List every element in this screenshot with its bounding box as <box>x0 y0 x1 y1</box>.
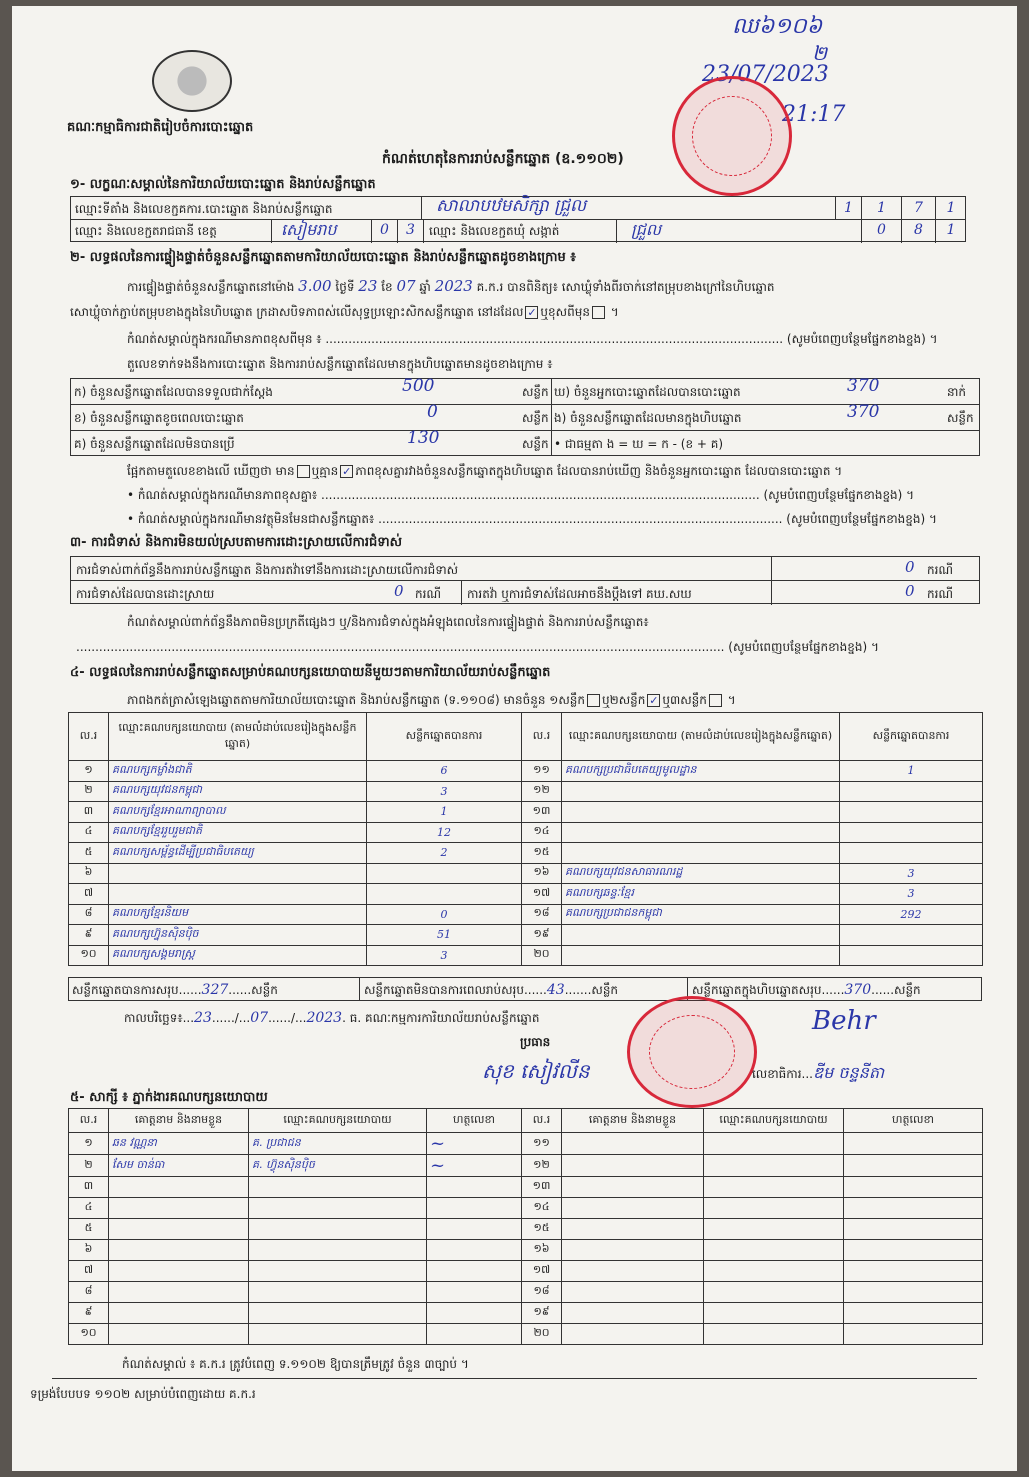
unit-sheet: សន្លឹក <box>522 385 549 399</box>
row-number: ១១ <box>522 761 562 782</box>
unit-sheet: សន្លឹក <box>522 437 549 451</box>
witness-name <box>562 1219 704 1240</box>
chair-name: សុខ សៀវលីន <box>482 1059 590 1083</box>
commune-code-digit: 1 <box>935 219 966 243</box>
irregularities-note: កំណត់សម្គាល់ពាក់ព័ន្ធនឹងភាពមិនប្រក្រតីផ្សេងៗ ឬ/និងការជំទាស់ក្នុងអំឡុងពេលនៃការផ្ទៀងផ្ទាត់ និងការរាប់សន្លឹកឆ្នោត៖ <box>127 615 649 629</box>
unit-sheet: សន្លឹក <box>522 411 549 425</box>
party-name: គណបក្សហ្វ៊ុនស៊ិនប៉ិច <box>109 925 367 946</box>
party-votes: 292 <box>840 904 983 925</box>
witness-party <box>704 1240 844 1261</box>
form-footer: ទម្រង់បែបបទ ១១០២ សម្រាប់បំពេញដោយ គ.ក.រ <box>30 1387 256 1401</box>
row-number: ១៧ <box>522 884 562 905</box>
party-votes <box>840 781 983 802</box>
station-name-value: សាលាបឋមសិក្សា ជ្រួល <box>436 196 587 216</box>
col-header-no: ល.រ <box>522 713 562 761</box>
party-name <box>562 843 840 864</box>
witness-name <box>562 1240 704 1261</box>
table-row <box>69 925 983 946</box>
table-row <box>69 1324 983 1345</box>
party-name: គណបក្សប្រជាជនកម្ពុជា <box>562 904 840 925</box>
form-title: កំណត់ហេតុនៃការរាប់សន្លឹកឆ្នោត (ឧ.១១០២) <box>382 151 624 167</box>
table-row <box>69 1177 983 1198</box>
party-votes: 3 <box>840 863 983 884</box>
page-number: ២ <box>812 41 828 65</box>
witness-party <box>704 1261 844 1282</box>
complaints-label: ការជំទាស់ពាក់ព័ន្ធនឹងការរាប់សន្លឹកឆ្នោត និងការតវ៉ាទៅនឹងការដោះស្រាយលើការជំទាស់ <box>76 563 459 577</box>
resolved-label: ការជំទាស់ដែលបានដោះស្រាយ <box>76 587 215 601</box>
voters-label: ឃ) ចំនួនអ្នកបោះឆ្នោតដែលបានបោះឆ្នោត <box>554 385 741 399</box>
party-votes <box>367 863 522 884</box>
has-discrepancy-checkbox[interactable] <box>297 465 310 478</box>
witness-signature <box>427 1240 522 1261</box>
row-number: ២០ <box>522 1324 562 1345</box>
witness-party <box>704 1198 844 1219</box>
party-name <box>562 925 840 946</box>
witness-party <box>249 1282 427 1303</box>
irregularities-fill: .......................................................................................................................................................................... (សូមបំពេញបន្ថែមផ្នែកខាងខ្នង) ។ <box>76 640 879 654</box>
witness-party <box>704 1303 844 1324</box>
witness-party <box>249 1303 427 1324</box>
ballots-in-box-value: 370 <box>847 402 880 422</box>
witness-signature <box>844 1133 983 1155</box>
official-stamp-bottom <box>627 996 757 1108</box>
unit-case: ករណី <box>927 563 954 577</box>
verify-month: 07 <box>396 277 416 295</box>
party-votes: 1 <box>840 761 983 782</box>
party-votes: 12 <box>367 822 522 843</box>
same-checkbox[interactable]: ✓ <box>527 306 537 319</box>
spoiled-label: ខ) ចំនួនសន្លឹកឆ្នោតខូចពេលបោះឆ្នោត <box>74 411 244 425</box>
province-code-digit: 0 <box>371 219 397 243</box>
date-line: កាលបរិច្ឆេទ៖...23....../...07....../...2023. ធ. គណៈកម្មការការិយាល័យរាប់សន្លឹកឆ្នោត <box>124 1010 540 1026</box>
witness-name <box>109 1177 249 1198</box>
witness-signature <box>844 1324 983 1345</box>
verify-day: 23 <box>358 277 378 295</box>
row-number: ១៦ <box>522 863 562 884</box>
total-invalid: សន្លឹកឆ្នោតមិនបានការពេលរាប់សរុប......43.......សន្លឹក <box>364 982 619 998</box>
witness-table <box>68 1108 983 1345</box>
table-row <box>69 884 983 905</box>
province-code-digit: 3 <box>397 219 423 243</box>
party-name: គណបក្សយុវជនសាធារណរដ្ឋ <box>562 863 840 884</box>
signature-icon: ~ <box>427 1133 522 1155</box>
row-number: ១០ <box>69 1324 109 1345</box>
official-stamp-top <box>672 76 792 196</box>
witness-party <box>704 1177 844 1198</box>
party-votes <box>840 802 983 823</box>
witness-name: ឆន វណ្ណនា <box>109 1133 249 1155</box>
votes-table <box>68 712 983 966</box>
commune-code-digit: 8 <box>901 219 935 243</box>
witness-signature <box>844 1282 983 1303</box>
verify-line-1: ការផ្ទៀងផ្ទាត់ចំនួនសន្លឹកឆ្នោតនៅម៉ោង 3.00 ថ្ងៃទី 23 ខែ 07 ឆ្នាំ 2023 គ.ក.រ បានពិនិត្យ៖ សោឃ្លុំទាំងពីរចាក់នៅតម្រុបខាងក្រៅនៃហិបឆ្នោត <box>127 277 775 295</box>
row-number: ១ <box>69 761 109 782</box>
signature-icon: ~ <box>427 1155 522 1177</box>
table-row <box>69 945 983 966</box>
witness-party <box>249 1261 427 1282</box>
station-code-digit: 1 <box>835 197 861 219</box>
witness-name <box>109 1303 249 1324</box>
commune-label: ឈ្មោះ និងលេខក្ជតឃុំ សង្កាត់ <box>429 224 560 238</box>
witness-name <box>109 1282 249 1303</box>
row-number: ២០ <box>522 945 562 966</box>
witness-party <box>249 1219 427 1240</box>
footnote: កំណត់សម្គាល់ ៖ គ.ក.រ ត្រូវបំពេញ ទ.១១០២ ឱ្យបានត្រឹមត្រូវ ចំនួន ៣ច្បាប់ ។ <box>122 1357 469 1371</box>
spoiled-value: 0 <box>427 402 438 422</box>
party-name <box>562 945 840 966</box>
station-code-digit: 1 <box>935 197 966 219</box>
row-number: ៨ <box>69 904 109 925</box>
witness-name <box>109 1324 249 1345</box>
commune-code-digit: 0 <box>861 219 901 243</box>
row-number: ១៨ <box>522 1282 562 1303</box>
row-number: ៥ <box>69 1219 109 1240</box>
witness-party: គ. ប្រជាជន <box>249 1133 427 1155</box>
party-name: គណបក្សខ្មែរអាណាព្យាបាល <box>109 802 367 823</box>
voters-value: 370 <box>847 376 880 396</box>
station-label: ឈ្មោះទីតាំង និងលេខក្ជគការ.បោះឆ្នោត និងរាប់សន្លឹកឆ្នោត <box>75 202 333 216</box>
witness-party <box>249 1324 427 1345</box>
witness-party <box>704 1282 844 1303</box>
discrepancy-note: • កំណត់សម្គាល់ក្នុងករណីមានភាពខុសគ្នា៖ ................................................................................................................... (សូមបំពេញបន្ថែមផ្នែកខាងខ្នង) ។ <box>127 488 915 502</box>
row-number: ១៣ <box>522 1177 562 1198</box>
witness-signature <box>844 1155 983 1177</box>
witness-party <box>704 1324 844 1345</box>
table-row <box>69 863 983 884</box>
party-name: គណបក្សយុវជនកម្ពុជា <box>109 781 367 802</box>
table-row <box>69 1282 983 1303</box>
party-name <box>562 802 840 823</box>
table-row <box>69 802 983 823</box>
table-row <box>69 1240 983 1261</box>
row-number: ៤ <box>69 1198 109 1219</box>
party-votes <box>367 884 522 905</box>
row-number: ២ <box>69 781 109 802</box>
row-number: ៩ <box>69 925 109 946</box>
row-number: ១៥ <box>522 843 562 864</box>
witness-name <box>109 1198 249 1219</box>
row-number: ៧ <box>69 884 109 905</box>
party-votes <box>840 945 983 966</box>
col-header-no: ល.រ <box>69 713 109 761</box>
party-votes: 3 <box>367 781 522 802</box>
row-number: ១៦ <box>522 1240 562 1261</box>
row-number: ១៣ <box>522 802 562 823</box>
party-name: គណបក្សសម្ព័ន្ធដើម្បីប្រជាធិបតេយ្យ <box>109 843 367 864</box>
row-number: ៩ <box>69 1303 109 1324</box>
party-name: គណបក្សឆន្ទៈខ្មែរ <box>562 884 840 905</box>
table-row <box>69 1198 983 1219</box>
table-row <box>69 822 983 843</box>
col-header-name: គោត្តនាម និងនាមខ្លួន <box>109 1109 249 1133</box>
party-name: គណបក្សប្រជាធិបតេយ្យមូលដ្ឋាន <box>562 761 840 782</box>
no-discrepancy-checkbox[interactable]: ✓ <box>342 465 352 478</box>
total-in-box: សន្លឹកឆ្នោតក្នុងហិបឆ្នោតសរុប......370......សន្លឹក <box>692 982 921 998</box>
party-votes <box>840 822 983 843</box>
col-header-no: ល.រ <box>69 1109 109 1133</box>
table-row <box>69 1303 983 1324</box>
formula-note: • ជាធម្មតា ង = ឃ = ក - (ខ + គ) <box>554 437 724 451</box>
witness-name <box>109 1240 249 1261</box>
row-number: ១៨ <box>522 904 562 925</box>
total-valid: សន្លឹកឆ្នោតបានការសរុប......327......សន្លឹក <box>72 982 278 998</box>
witness-signature <box>427 1219 522 1240</box>
witness-signature <box>844 1261 983 1282</box>
nec-emblem-icon <box>152 50 232 112</box>
witness-signature <box>844 1198 983 1219</box>
witness-signature <box>427 1177 522 1198</box>
row-number: ១០ <box>69 945 109 966</box>
total-valid-value: 327 <box>201 982 229 998</box>
unused-value: 130 <box>407 428 440 448</box>
witness-name <box>562 1303 704 1324</box>
row-number: ១ <box>69 1133 109 1155</box>
different-checkbox[interactable] <box>592 306 605 319</box>
section-2-heading: ២- លទ្ធផលនៃការផ្ទៀងផ្ទាត់ចំនួនសន្លឹកឆ្នោតតាមការិយាល័យបោះឆ្នោត និងរាប់សន្លឹកឆ្នោតដូចខាងក្រោម ៖ <box>70 250 576 265</box>
row-number: ១៧ <box>522 1261 562 1282</box>
unit-case: ករណី <box>927 587 954 601</box>
party-votes: 1 <box>367 802 522 823</box>
witness-name <box>109 1261 249 1282</box>
col-header-name: គោត្តនាម និងនាមខ្លួន <box>562 1109 704 1133</box>
unit-sheet: សន្លឹក <box>947 411 974 425</box>
witness-name <box>562 1155 704 1177</box>
witness-name <box>562 1282 704 1303</box>
row-number: ១២ <box>522 1155 562 1177</box>
table-row <box>69 781 983 802</box>
row-number: ៦ <box>69 863 109 884</box>
row-number: ១១ <box>522 1133 562 1155</box>
witness-signature <box>427 1282 522 1303</box>
party-votes: 3 <box>840 884 983 905</box>
org-name: គណៈកម្មាធិការជាតិរៀបចំការបោះឆ្នោត <box>67 120 254 135</box>
station-code-digit: 1 <box>861 197 901 219</box>
col-header-party: ឈ្មោះគណបក្សនយោបាយ (តាមលំដាប់លេខរៀងក្នុងសន្លឹកឆ្នោត) <box>562 713 840 761</box>
unit-case: ករណី <box>415 587 442 601</box>
party-name: គណបក្សខ្មែររួបរួមជាតិ <box>109 822 367 843</box>
witness-signature <box>844 1303 983 1324</box>
row-number: ៤ <box>69 822 109 843</box>
party-votes <box>840 925 983 946</box>
received-time: 21:17 <box>782 102 846 127</box>
row-number: ២ <box>69 1155 109 1177</box>
party-name <box>562 822 840 843</box>
row-number: ៣ <box>69 802 109 823</box>
one-sheet-checkbox[interactable] <box>587 694 600 707</box>
party-votes: 3 <box>367 945 522 966</box>
witness-signature <box>844 1240 983 1261</box>
row-number: ១៥ <box>522 1219 562 1240</box>
received-value: 500 <box>402 376 435 396</box>
col-header-votes: សន្លឹកឆ្នោតបានការ <box>840 713 983 761</box>
col-header-no: ល.រ <box>522 1109 562 1133</box>
party-votes: 6 <box>367 761 522 782</box>
diff-note-line: កំណត់សម្គាល់ក្នុងករណីមានភាពខុសពីមុន ៖ ........................................................................................................................ (សូមបំពេញបន្ថែមផ្នែកខាងខ្នង) ។ <box>127 332 938 346</box>
table-row <box>69 843 983 864</box>
figures-intro: តួលេខទាក់ទងនឹងការបោះឆ្នោត និងការរាប់សន្លឹកឆ្នោតដែលមានក្នុងហិបឆ្នោតមានដូចខាងក្រោម ៖ <box>127 357 553 371</box>
party-votes <box>840 843 983 864</box>
witness-signature <box>427 1261 522 1282</box>
witness-signature <box>427 1303 522 1324</box>
unit-person: នាក់ <box>947 385 967 399</box>
witness-party <box>249 1240 427 1261</box>
tally-sheets-line: ភាពងកត់ត្រាសំឡេងឆ្នោតតាមការិយាល័យបោះឆ្នោត និងរាប់សន្លឹកឆ្នោត (ទ.១១០៨) មានចំនួន ១សន្លឹក ឬ២សន្លឹក ✓ ឬ៣សន្លឹក ។ <box>127 693 736 707</box>
witness-name: សែម ចាន់ធា <box>109 1155 249 1177</box>
table-row <box>69 761 983 782</box>
ballots-in-box-label: ង) ចំនួនសន្លឹកឆ្នោតដែលមានក្នុងហិបឆ្នោត <box>554 411 742 425</box>
witness-party <box>704 1219 844 1240</box>
witness-party <box>704 1133 844 1155</box>
row-number: ១៩ <box>522 1303 562 1324</box>
verify-year: 2023 <box>434 277 473 295</box>
row-number: ៥ <box>69 843 109 864</box>
witness-party <box>704 1155 844 1177</box>
col-header-signature: ហត្ថលេខា <box>844 1109 983 1133</box>
witness-signature <box>844 1177 983 1198</box>
witness-name <box>109 1219 249 1240</box>
commune-value: ជ្រួល <box>631 220 662 239</box>
witness-name <box>562 1261 704 1282</box>
foreign-object-note: • កំណត់សម្គាល់ក្នុងករណីមានវត្ថុមិនមែនជាសន្លឹកឆ្នោត៖ .......................................................................................................... (សូមបំពេញបន្ថែមផ្នែកខាងខ្នង) ។ <box>127 512 937 526</box>
discrepancy-line: ផ្អែកតាមតួលេខខាងលើ ឃើញថា មាន ឬគ្មាន ✓ ភាពខុសគ្នារវាងចំនួនសន្លឹកឆ្នោតក្នុងហិបឆ្នោត ដែលបានរាប់ឃើញ និងចំនួនអ្នកបោះឆ្នោត ដែលបានបោះឆ្នោត ។ <box>127 464 843 478</box>
unused-label: គ) ចំនួនសន្លឹកឆ្នោតដែលមិនបានប្រើ <box>74 437 235 451</box>
two-sheet-checkbox[interactable]: ✓ <box>649 694 659 707</box>
total-in-box-value: 370 <box>844 982 872 998</box>
party-name <box>109 884 367 905</box>
verify-line-2: សោឃ្លុំចាក់ភ្ជាប់តម្រុបខាងក្នុងនៃហិបឆ្នោត ក្រដាសបិទភាពស់លើសុទ្ធប្រឡោះសិកសន្លឹកឆ្នោត នៅដដែល ✓ ឬខុសពីមុន ។ <box>70 305 619 319</box>
row-number: ១៤ <box>522 1198 562 1219</box>
party-votes: 0 <box>367 904 522 925</box>
table-row <box>69 1261 983 1282</box>
witness-party <box>249 1177 427 1198</box>
party-name <box>109 863 367 884</box>
witness-signature <box>427 1198 522 1219</box>
col-header-party: ឈ្មោះគណបក្សនយោបាយ (តាមលំដាប់លេខរៀងក្នុងសន្លឹកឆ្នោត) <box>109 713 367 761</box>
registry-number: ឈ៦១០៦ <box>732 14 823 39</box>
row-number: ១៩ <box>522 925 562 946</box>
appeals-value: 0 <box>905 582 915 600</box>
party-name <box>562 781 840 802</box>
secretary-signature-icon: Behr <box>812 1006 876 1036</box>
secretary-name: ឌីម ចន្ទនីតា <box>812 1063 885 1082</box>
chair-title: ប្រធាន <box>520 1035 551 1049</box>
table-row <box>69 1155 983 1177</box>
witness-party: គ. ហ៊្វុនស៊ិនប៉ិច <box>249 1155 427 1177</box>
row-number: ៦ <box>69 1240 109 1261</box>
resolved-value: 0 <box>394 582 404 600</box>
verify-time: 3.00 <box>298 277 332 295</box>
witness-name <box>562 1324 704 1345</box>
province-label: ឈ្មោះ និងលេខក្ជតរាជធានី ខេត្ត <box>75 224 217 238</box>
section-4-heading: ៤- លទ្ធផលនៃការរាប់សន្លឹកឆ្នោតសម្រាប់គណបក្សនយោបាយនីមួយៗតាមការិយាល័យរាប់សន្លឹកឆ្នោត <box>70 665 551 680</box>
secretary-line: លេខាធិការ...ឌីម ចន្ទនីតា <box>752 1063 885 1082</box>
row-number: ៨ <box>69 1282 109 1303</box>
received-label: ក) ចំនួនសន្លឹកឆ្នោតដែលបានទទួលជាក់ស្ដែង <box>74 385 273 399</box>
station-table <box>70 196 966 242</box>
witness-name <box>562 1133 704 1155</box>
party-votes: 2 <box>367 843 522 864</box>
party-name: គណបក្សសង្គមរាស្ត្រ <box>109 945 367 966</box>
section-1-heading: ១- លក្ខណៈសម្គាល់នៃការិយាល័យបោះឆ្នោត និងរាប់សន្លឹកឆ្នោត <box>70 177 376 192</box>
party-votes: 51 <box>367 925 522 946</box>
col-header-party: ឈ្មោះគណបក្សនយោបាយ <box>704 1109 844 1133</box>
party-name: គណបក្សខ្មែរនិយម <box>109 904 367 925</box>
section-5-heading: ៥- សាក្សី ៖ ភ្នាក់ងារគណបក្សនយោបាយ <box>70 1090 268 1105</box>
total-invalid-value: 43 <box>546 982 565 998</box>
row-number: ៣ <box>69 1177 109 1198</box>
appeals-label: ការតវ៉ា ឬការជំទាស់ដែលអាចនឹងប្ដឹងទៅ គឃ.សឃ <box>467 587 692 601</box>
section-3-heading: ៣- ការជំទាស់ និងការមិនយល់ស្របតាមការដោះស្រាយលើការជំទាស់ <box>70 535 402 550</box>
party-name: គណបក្សកម្លាំងជាតិ <box>109 761 367 782</box>
witness-party <box>249 1198 427 1219</box>
table-row <box>69 1133 983 1155</box>
table-row <box>69 1219 983 1240</box>
row-number: ៧ <box>69 1261 109 1282</box>
col-header-party: ឈ្មោះគណបក្សនយោបាយ <box>249 1109 427 1133</box>
row-number: ១២ <box>522 781 562 802</box>
complaints-value: 0 <box>905 558 915 576</box>
station-code-digit: 7 <box>901 197 935 219</box>
col-header-signature: ហត្ថលេខា <box>427 1109 522 1133</box>
witness-signature <box>844 1219 983 1240</box>
witness-signature <box>427 1324 522 1345</box>
table-row <box>69 904 983 925</box>
province-value: សៀមរាប <box>281 220 337 239</box>
received-date: 23/07/2023 <box>702 62 829 87</box>
witness-name <box>562 1177 704 1198</box>
col-header-votes: សន្លឹកឆ្នោតបានការ <box>367 713 522 761</box>
three-sheet-checkbox[interactable] <box>709 694 722 707</box>
row-number: ១៤ <box>522 822 562 843</box>
witness-name <box>562 1198 704 1219</box>
form-page <box>12 6 1017 1471</box>
